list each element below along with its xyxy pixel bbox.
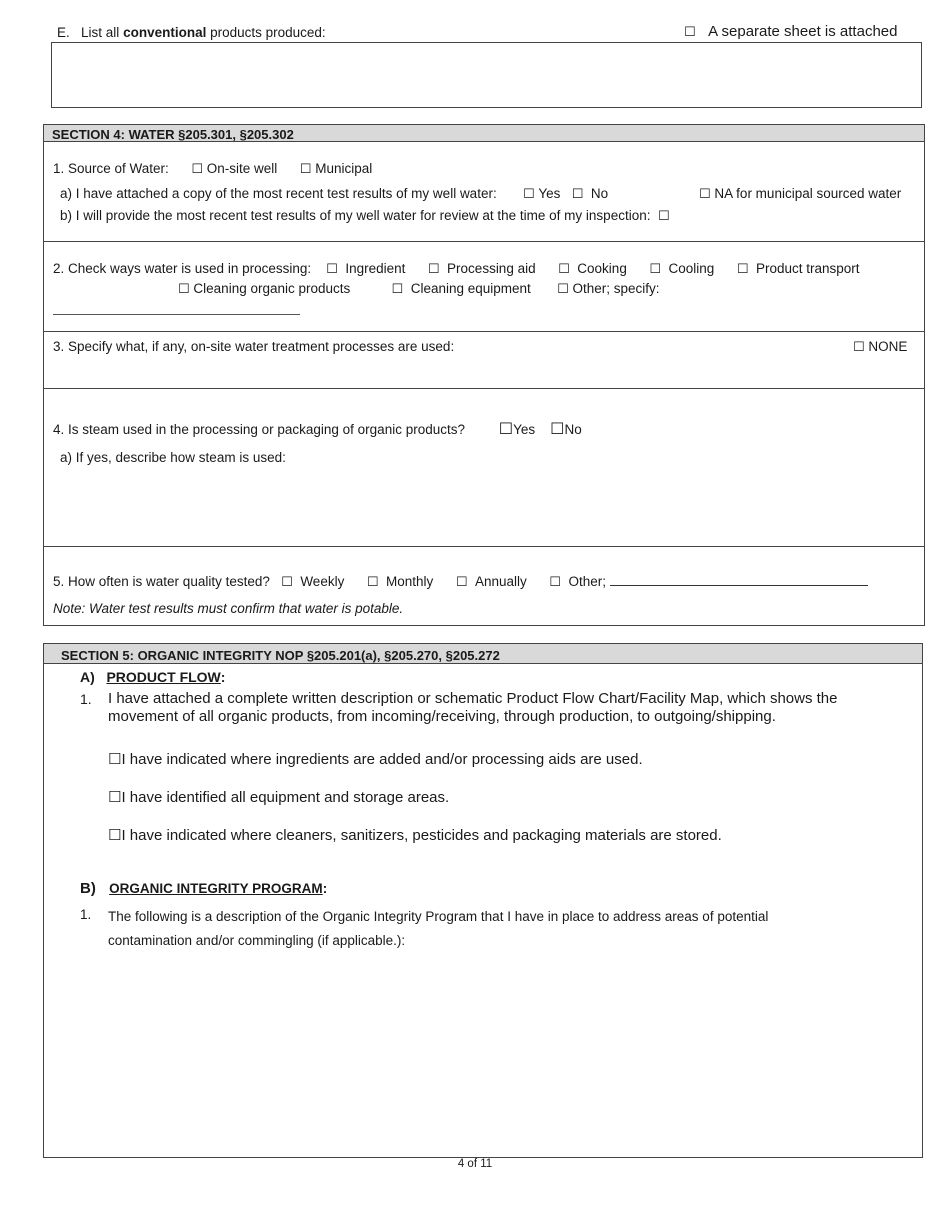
integrity-program-response-area[interactable] [108,960,908,1145]
page-number: 4 of 11 [457,1158,493,1170]
separate-sheet-option: ☐ A separate sheet is attached [684,23,898,40]
cleaning-equipment-checkbox[interactable]: ☐ [391,282,404,297]
q1a-na-checkbox[interactable]: ☐ [699,187,711,202]
other-frequency-line[interactable] [610,573,868,586]
conventional-products-field[interactable] [51,42,922,108]
divider [43,331,925,332]
cooling-checkbox[interactable]: ☐ [649,262,661,277]
annually-checkbox[interactable]: ☐ [455,575,468,590]
q4a-steam-describe: a) If yes, describe how steam is used: [60,450,286,465]
q1a-yes-checkbox[interactable]: ☐ [522,187,535,202]
integrity-program-item-number: 1. [80,907,92,922]
equipment-identified-checkbox[interactable]: ☐ [108,788,122,806]
monthly-checkbox[interactable]: ☐ [366,575,379,590]
separate-sheet-checkbox[interactable]: ☐ [684,25,696,40]
steam-yes-checkbox[interactable]: ☐ [498,419,514,438]
product-flow-item-number: 1. [80,691,92,707]
steam-no-checkbox[interactable]: ☐ [550,419,565,438]
section-5-header: SECTION 5: ORGANIC INTEGRITY NOP §205.201(a), §205.270, §205.272 [43,643,923,664]
ingredient-checkbox[interactable]: ☐ [326,262,338,277]
divider [43,388,925,389]
q1b-checkbox[interactable]: ☐ [657,209,670,224]
other-use-checkbox[interactable]: ☐ [557,282,569,297]
cleaning-organic-checkbox[interactable]: ☐ [178,282,190,297]
q5-note: Note: Water test results must confirm that water is potable. [53,601,404,616]
q2-water-uses: 2. Check ways water is used in processing: ☐ Ingredient ☐ Processing aid ☐ Cooking ☐ Cooling ☐ Product transport [53,261,860,277]
section-4-header: SECTION 4: WATER §205.301, §205.302 [43,124,925,142]
q5-testing-frequency: 5. How often is water quality tested? ☐ Weekly ☐ Monthly ☐ Annually ☐ Other; [53,573,868,590]
municipal-checkbox[interactable]: ☐ [299,162,312,177]
q4-steam-question: 4. Is steam used in the processing or packaging of organic products? ☐Yes ☐No [53,419,582,438]
other-frequency-checkbox[interactable]: ☐ [549,575,561,590]
q1b-provide-results: b) I will provide the most recent test results of my well water for review at the time of my inspection: ☐ [60,208,670,224]
integrity-program-description: The following is a description of the Organic Integrity Program that I have in place to address areas of potential contamination and/or commingling (if applicable.): [108,909,769,948]
cooking-checkbox[interactable]: ☐ [558,262,570,277]
product-flow-check-1: ☐I have indicated where ingredients are added and/or processing aids are used. [108,750,643,768]
product-flow-check-2: ☐I have identified all equipment and storage areas. [108,788,450,806]
weekly-checkbox[interactable]: ☐ [281,575,293,590]
other-use-specify-line[interactable] [53,314,300,315]
q3-treatment-label: 3. Specify what, if any, on-site water treatment processes are used: [53,339,455,354]
part-e-label: E. List all conventional products produced: [57,25,326,40]
divider [43,241,925,242]
processing-aid-checkbox[interactable]: ☐ [427,262,440,277]
product-flow-check-3: ☐I have indicated where cleaners, sanitizers, pesticides and packaging materials are stored. [108,826,722,844]
q1a-no-checkbox[interactable]: ☐ [571,187,584,202]
cleaners-stored-checkbox[interactable]: ☐ [108,826,122,844]
divider [43,546,925,547]
integrity-program-heading: B) ORGANIC INTEGRITY PROGRAM: [80,880,328,897]
q3-none-option: ☐ NONE [853,339,908,355]
product-transport-checkbox[interactable]: ☐ [736,262,749,277]
none-checkbox[interactable]: ☐ [853,340,865,355]
q2-water-uses-row2: ☐ Cleaning organic products ☐ Cleaning equipment ☐ Other; specify: [178,281,660,297]
q1a-na-option: ☐ NA for municipal sourced water [699,186,902,202]
q1-source-of-water: 1. Source of Water: ☐ On-site well ☐ Municipal [53,161,373,177]
product-flow-heading: A) PRODUCT FLOW: [80,669,226,685]
onsite-well-checkbox[interactable]: ☐ [191,162,203,177]
ingredients-indicated-checkbox[interactable]: ☐ [108,750,122,768]
q1a-test-results: a) I have attached a copy of the most recent test results of my well water: ☐ Yes ☐ No [60,186,609,202]
product-flow-description: I have attached a complete written description or schematic Product Flow Chart/Facility Map, which shows the movement of all organic products, from incoming/receiving, through production, to outgoing/shipping. [108,690,838,725]
